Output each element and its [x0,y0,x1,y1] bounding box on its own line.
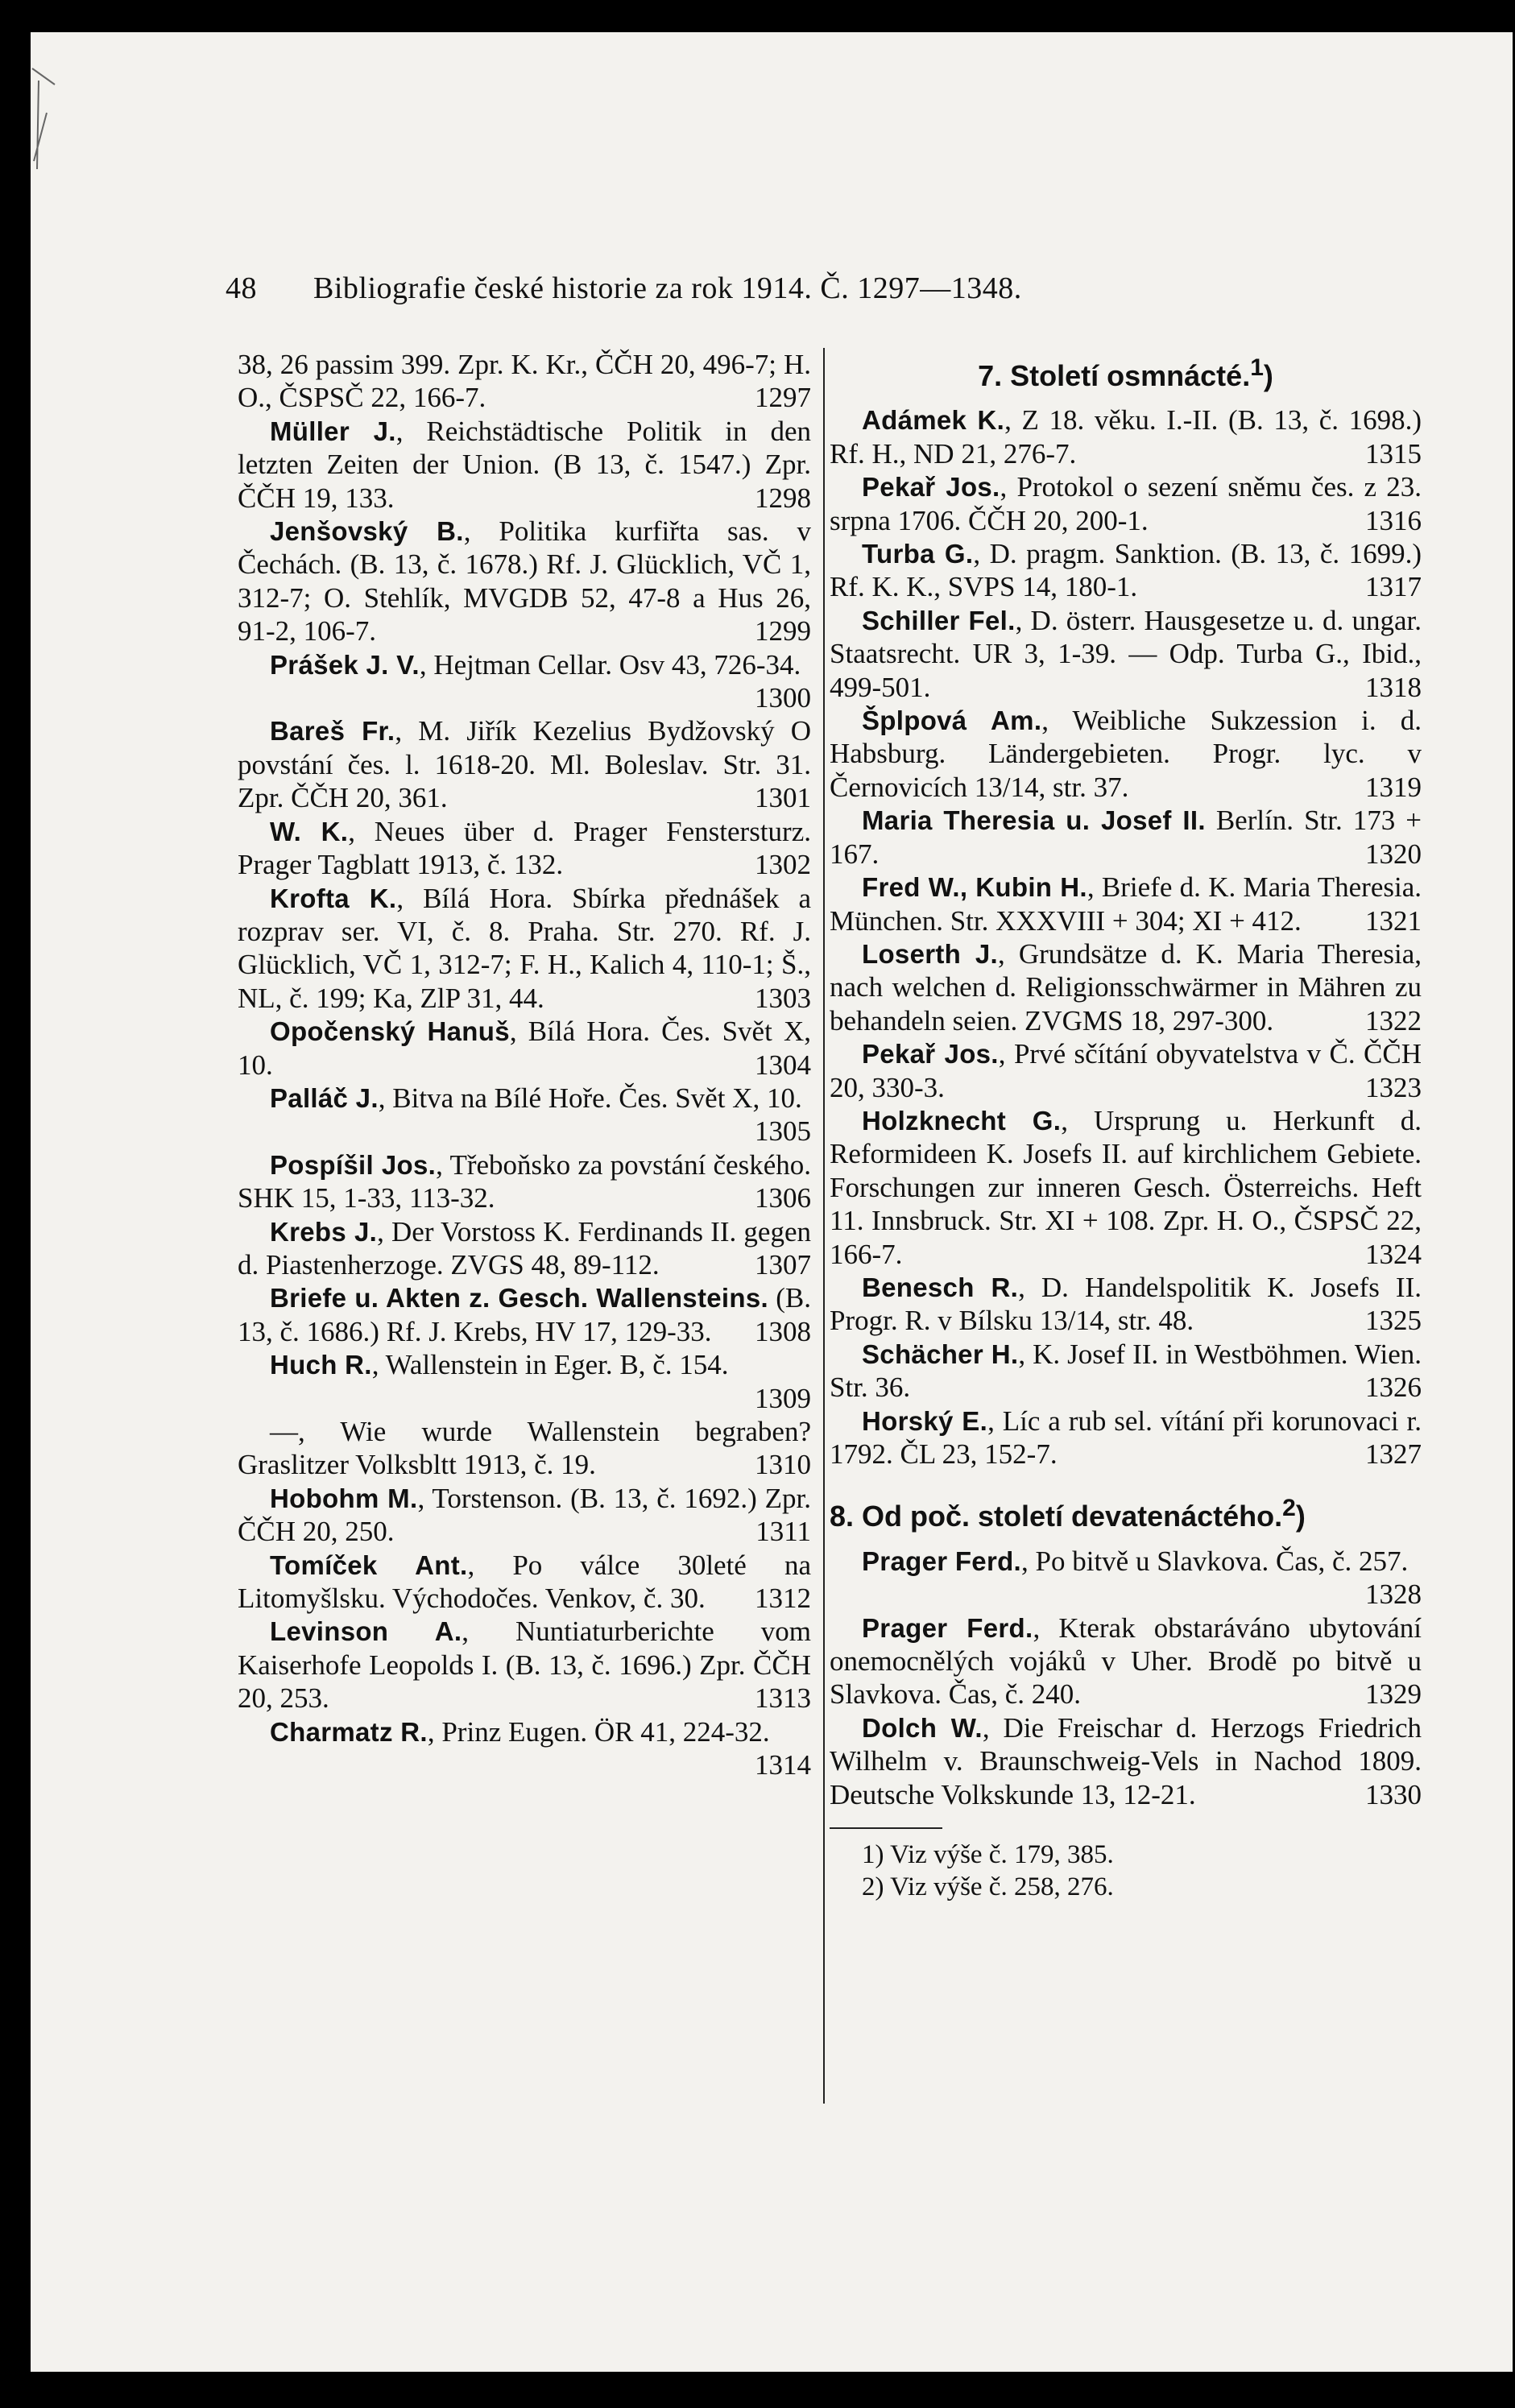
bibliography-entry [238,1415,811,1482]
document-page [31,32,1513,2372]
entry-number: 1297 [755,382,811,414]
bibliography-entry [830,1405,1422,1471]
entry-text: , Briefe d. K. Maria Theresia. München. Str. XXXVIII + 304; XI + 412. [830,871,1422,937]
bibliography-entry [830,1104,1422,1271]
entry-author: Prager Ferd. [862,1612,1033,1643]
bibliography-entry [238,1615,811,1715]
entry-text: , Ursprung u. Herkunft d. Reformideen K. Josefs II. auf kirchlichem Gebiete. Forschungen zur inneren Gesch. Österreichs. Heft 11. Innsbruck. Str. XI + 108. Zpr. H. O., ČSPSČ 22, 166-7. [830,1104,1422,1270]
entry-author: Šplpová Am. [862,705,1042,736]
bibliography-entry [238,815,811,882]
column-divider [823,348,825,2104]
entry-author: Turba G. [862,539,974,569]
bibliography-entry [830,470,1422,537]
entry-number: 1311 [755,1516,811,1548]
entry-text: , Weibliche Sukzession i. d. Habsburg. Ländergebieten. Progr. lyc. v Černovicích 13/14, str. 37. [830,705,1422,803]
entry-author: Loserth J. [862,938,999,969]
entry-author: Hobohm M. [270,1483,418,1513]
entry-author: Palláč J. [270,1082,379,1113]
entry-number: 1322 [1365,1004,1422,1036]
entry-text: , Der Vorstoss K. Ferdinands II. gegen d. Piastenherzoge. ZVGS 48, 89-112. [238,1215,811,1281]
bibliography-entry [830,1612,1422,1711]
footnote-rule [830,1827,942,1829]
entry-author: Pospíšil Jos. [270,1149,437,1180]
entry-number: 1325 [1365,1305,1422,1337]
entry-text: , Nuntiaturberichte vom Kaiserhofe Leopolds I. (B. 13, č. 1696.) Zpr. ČČH 20, 253. [238,1616,811,1715]
entry-number: 1323 [1365,1071,1422,1103]
bibliography-entry [830,937,1422,1037]
entry-author: Schiller Fel. [862,605,1016,635]
entry-author: Pekař Jos. [862,472,1000,503]
bibliography-entry [830,804,1422,871]
footnote-text: Viz výše č. 179, 385. [890,1840,1114,1870]
bibliography-entry [830,604,1422,704]
entry-author: Adámek K. [862,405,1005,436]
entry-number: 1330 [1365,1778,1422,1810]
entry-text: , Torstenson. (B. 13, č. 1692.) Zpr. ČČH 20, 250. [238,1482,811,1548]
bibliography-entry [238,1148,811,1215]
bibliography-entry [238,1215,811,1282]
entry-author: Benesch R. [862,1272,1019,1302]
entry-number: 1302 [755,849,811,881]
entry-text: , K. Josef II. in Westböhmen. Wien. Str. 36. [830,1338,1422,1404]
bibliography-entry [238,348,811,415]
entry-text: , Die Freischar d. Herzogs Friedrich Wilhelm v. Braunschweig-Vels in Nachod 1809. Deutsche Volkskunde 13, 12-21. [830,1711,1422,1810]
entry-author: Opočenský Hanuš [270,1016,510,1047]
bibliography-entry [830,1545,1422,1612]
entry-number: 1298 [755,482,811,514]
section-heading-8: 8. Od poč. století devatenáctého.$^2$) [830,1495,1306,1533]
entry-author: Charmatz R. [270,1716,428,1747]
entry-author: W. K. [270,816,349,846]
section-7-entries [830,403,1422,1471]
entry-author: Huch R. [270,1350,372,1380]
bibliography-entry [830,1338,1422,1405]
entry-text: , Reichstädtische Politik in den letzten Zeiten der Union. (B 13, č. 1547.) Zpr. ČČH 19, 133. [238,415,811,514]
entry-text: , Líc a rub sel. vítání při korunovaci r. 1792. ČL 23, 152-7. [830,1405,1422,1470]
entry-number: 1315 [1365,437,1422,470]
entry-number: 1316 [1365,504,1422,536]
entry-text: , Bílá Hora. Sbírka přednášek a rozprav ser. VI, č. 8. Praha. Str. 270. Rf. J. Glücklich, VČ 1, 312-7; F. H., Kalich 4, 110-1; Š., NL, č. 199; Ka, ZlP 31, 44. [238,882,811,1014]
footnote [830,1871,1422,1903]
entry-number: 1326 [1365,1372,1422,1404]
entry-number: 1305 [755,1115,811,1148]
entry-text: , Po bitvě u Slavkova. Čas, č. 257. [1021,1545,1409,1577]
entry-number: 1301 [755,782,811,814]
footnote-mark: 1) [862,1840,884,1870]
entry-number: 1306 [755,1182,811,1214]
bibliography-entry [830,1037,1422,1104]
entry-text: , Prvé sčítání obyvatelstva v Č. ČČH 20, 330-3. [830,1038,1422,1103]
entry-author: Krebs J. [270,1216,378,1247]
entry-text: , Třeboňsko za povstání českého. SHK 15, 1-33, 113-32. [238,1148,811,1214]
section-heading-7: 7. Století osmnácté.$^1$) [978,354,1273,392]
bibliography-entry [830,1711,1422,1811]
entry-number: 1299 [755,615,811,648]
entry-number: 1310 [755,1449,811,1481]
entry-text: , D. österr. Hausgesetze u. d. ungar. Staatsrecht. UR 3, 1-39. — Odp. Turba G., Ibid., 499-501. [830,604,1422,703]
entry-author: Fred W., Kubin H. [862,872,1087,903]
bibliography-entry [238,648,811,715]
entry-number: 1321 [1365,904,1422,937]
entry-number: 1309 [755,1382,811,1414]
entry-author: Bareš Fr. [270,716,395,747]
entry-text: , Z 18. věku. I.-II. (B. 13, č. 1698.) Rf. H., ND 21, 276-7. [830,404,1422,470]
running-header [226,271,1273,306]
footnotes [830,1839,1422,1903]
bibliography-entry [238,1281,811,1348]
bibliography-entry [238,1715,811,1782]
bibliography-entry [238,515,811,648]
bibliography-entry [238,1482,811,1549]
bibliography-entry [238,1549,811,1616]
running-title: Bibliografie české historie za rok 1914. Č. 1297—1348. [313,271,1022,305]
entry-text: Berlín. Str. 173 + 167. [830,805,1422,870]
entry-author: Horský E. [862,1405,988,1436]
entry-number: 1314 [755,1749,811,1781]
bibliography-entry [238,1015,811,1082]
bibliography-entry [238,1348,811,1415]
footnote [830,1839,1422,1871]
entry-text: , Wallenstein in Eger. B, č. 154. [371,1349,729,1381]
entry-number: 1318 [1365,671,1422,703]
entry-author: Holzknecht G. [862,1105,1062,1136]
bibliography-entry [830,537,1422,604]
entry-author: Maria Theresia u. Josef II. [862,805,1206,836]
page-number: 48 [226,271,257,305]
entry-text: 38, 26 passim 399. Zpr. K. Kr., ČČH 20, 496-7; H. O., ČSPSČ 22, 166-7. [238,349,811,414]
entry-text: , Hejtman Cellar. Osv 43, 726-34. [419,648,801,681]
entry-number: 1303 [755,982,811,1014]
right-column [830,348,1422,1903]
entry-author: Schächer H. [862,1338,1019,1369]
entry-number: 1307 [755,1248,811,1281]
entry-number: 1300 [755,682,811,714]
entry-text: , Grundsätze d. K. Maria Theresia, nach welchen d. Religionsschwärmer in Mähren zu behandeln seien. ZVGMS 18, 297-300. [830,937,1422,1036]
entry-number: 1327 [1365,1438,1422,1470]
bibliography-entry [830,871,1422,937]
entry-author: Pekař Jos. [862,1039,999,1070]
bibliography-entry [238,1082,811,1148]
entry-text: —, Wie wurde Wallenstein begraben? Graslitzer Volksbltt 1913, č. 19. [238,1416,811,1481]
entry-text: (B. 13, č. 1686.) Rf. J. Krebs, HV 17, 129-33. [238,1282,811,1347]
bibliography-entry [238,415,811,515]
entry-author: Dolch W. [862,1712,983,1743]
footnote-mark: 2) [862,1872,884,1902]
bibliography-entry [830,704,1422,804]
left-column [238,348,811,1781]
entry-number: 1320 [1365,838,1422,870]
entry-author: Prager Ferd. [862,1545,1022,1576]
entry-text: , Kterak obstaráváno ubytování onemocnělých vojáků v Uher. Brodě po bitvě u Slavkova. Čas, č. 240. [830,1612,1422,1711]
entry-number: 1329 [1365,1678,1422,1711]
entry-text: , D. pragm. Sanktion. (B. 13, č. 1699.) Rf. K. K., SVPS 14, 180-1. [830,538,1422,603]
entry-text: , Bílá Hora. Čes. Svět X, 10. [238,1016,811,1081]
bibliography-entry [238,714,811,814]
entry-author: Krofta K. [270,883,397,913]
film-corner-mark [31,64,63,177]
entry-author: Briefe u. Akten z. Gesch. Wallensteins. [270,1283,768,1314]
entry-author: Müller J. [270,416,396,446]
entry-text: , Protokol o sezení sněmu čes. z 23. srpna 1706. ČČH 20, 200-1. [830,471,1422,536]
bibliography-entry [830,403,1422,470]
entry-number: 1324 [1365,1238,1422,1270]
entry-number: 1328 [1365,1578,1422,1611]
entry-text: , Prinz Eugen. ÖR 41, 224-32. [427,1715,770,1748]
entry-number: 1304 [755,1049,811,1081]
bibliography-entry [238,882,811,1016]
entry-author: Prášek J. V. [270,649,420,680]
entry-text: , Neues über d. Prager Fenstersturz. Prager Tagblatt 1913, č. 132. [238,815,811,881]
entry-number: 1319 [1365,771,1422,803]
entry-number: 1313 [755,1682,811,1715]
entry-number: 1312 [755,1583,811,1615]
entry-text: , Po válce 30leté na Litomyšlsku. Východočes. Venkov, č. 30. [238,1549,811,1615]
entry-text: , Politika kurfiřta sas. v Čechách. (B. 13, č. 1678.) Rf. J. Glücklich, VČ 1, 312-7; O. Stehlík, MVGDB 52, 47-8 a Hus 26, 91-2, 106-7. [238,515,811,648]
footnote-text: Viz výše č. 258, 276. [890,1872,1114,1902]
entry-author: Levinson A. [270,1616,462,1647]
entry-number: 1317 [1365,571,1422,603]
entry-author: Jenšovský B. [270,516,464,547]
entry-text: , Bitva na Bílé Hoře. Čes. Svět X, 10. [378,1082,802,1114]
entry-number: 1308 [755,1315,811,1347]
bibliography-entry [830,1271,1422,1338]
entry-text: , D. Handelspolitik K. Josefs II. Progr. R. v Bílsku 13/14, str. 48. [830,1271,1422,1337]
section-8-entries [830,1545,1422,1811]
entry-author: Tomíček Ant. [270,1549,468,1580]
entry-text: , M. Jiřík Kezelius Bydžovský O povstání čes. l. 1618-20. Ml. Boleslav. Str. 31. Zpr. ČČH 20, 361. [238,715,811,814]
